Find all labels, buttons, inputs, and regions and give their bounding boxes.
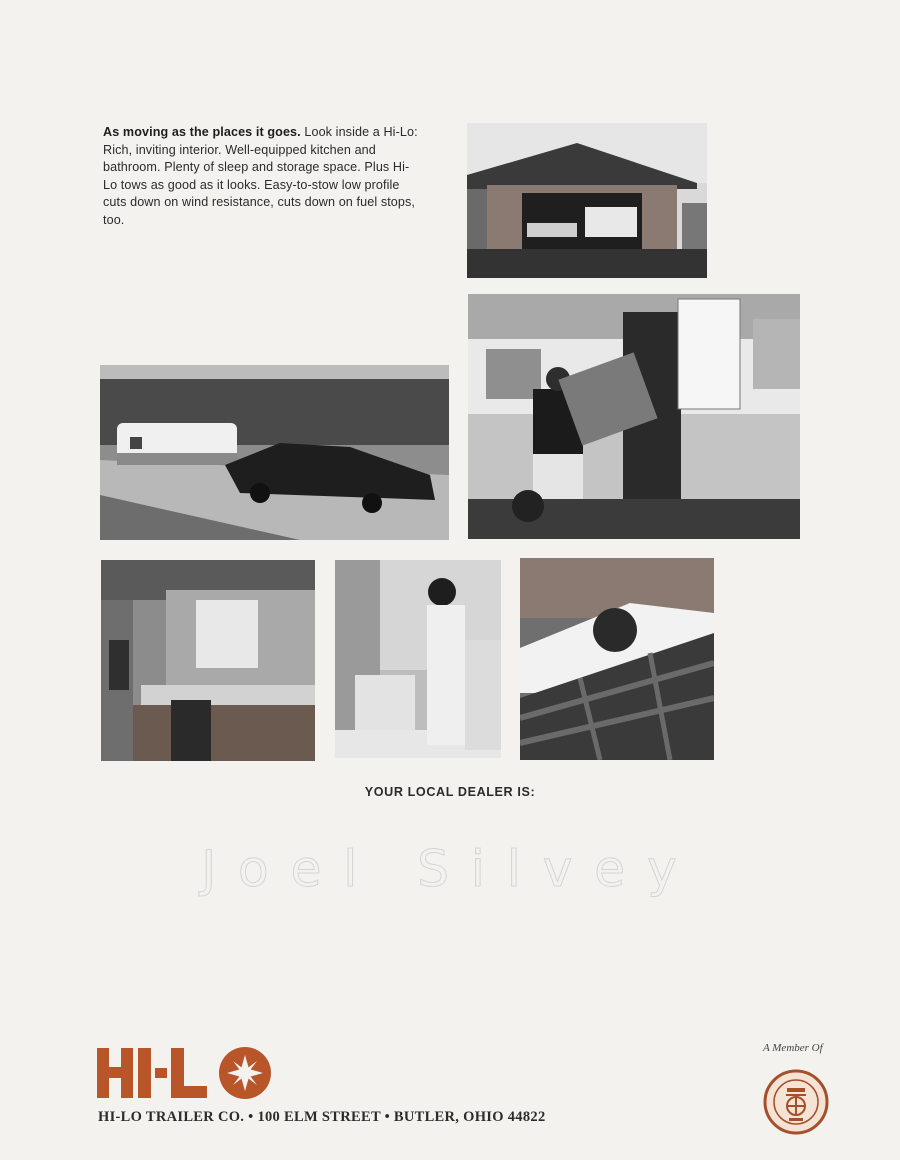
bathroom-photo <box>335 560 501 758</box>
member-label: A Member Of <box>763 1042 823 1054</box>
garage-photo <box>467 123 707 278</box>
hi-lo-logo <box>97 1046 272 1102</box>
association-seal-icon <box>762 1060 830 1144</box>
towing-photo <box>100 365 449 540</box>
kitchen-photo <box>101 560 315 761</box>
intro-paragraph <box>103 124 423 230</box>
company-address: HI-LO TRAILER CO. • 100 ELM STREET • BUTLER, OHIO 44822 <box>98 1109 546 1125</box>
watermark: Joel Silvey <box>201 840 699 898</box>
intro-body: Look inside a Hi-Lo: Rich, inviting interior. Well-equipped kitchen and bathroom. Plenty of sleep and storage space. Plus Hi-Lo tows as good as it looks. Easy-to-stow low profile cuts down on wind resistance, cuts down on fuel stops, too. <box>103 125 418 227</box>
bedroom-photo <box>520 558 714 760</box>
dealer-label: YOUR LOCAL DEALER IS: <box>364 785 536 799</box>
intro-lead: As moving as the places it goes. <box>103 125 301 139</box>
loading-photo <box>468 294 800 539</box>
